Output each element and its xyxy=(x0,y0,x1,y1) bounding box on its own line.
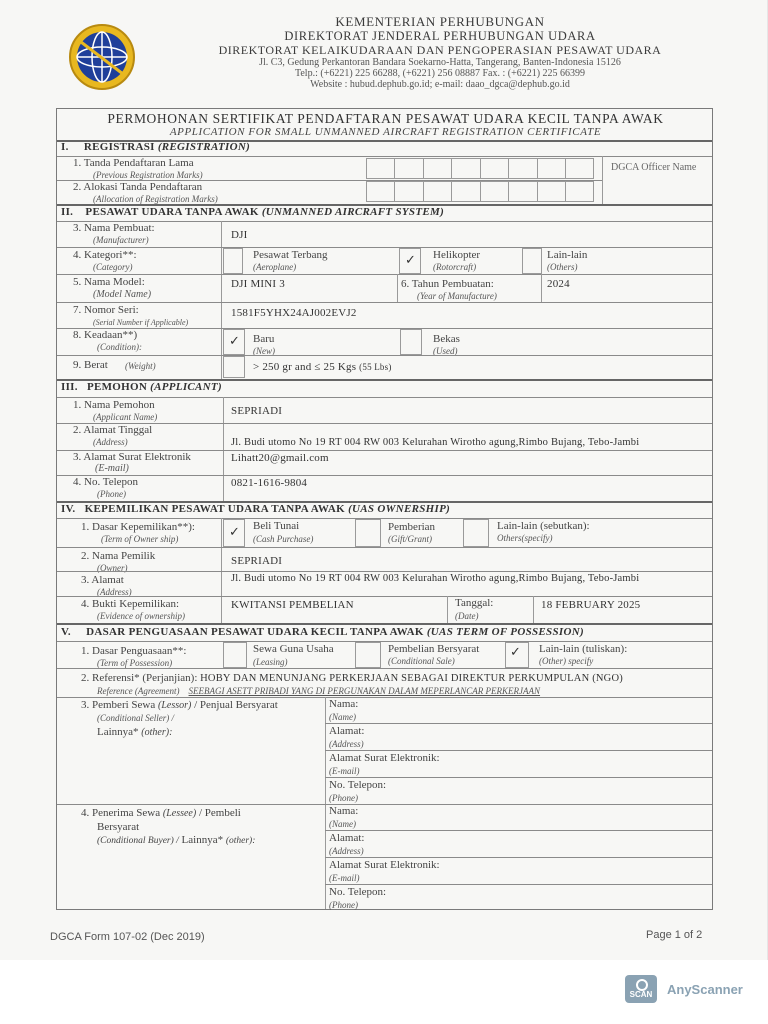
form-code: DGCA Form 107-02 (Dec 2019) xyxy=(50,931,205,943)
previous-reg-label: 1. Tanda Pendaftaran Lama xyxy=(73,157,194,169)
manufacturer-label: 3. Nama Pembuat: xyxy=(73,222,155,234)
applicant-name-sublabel: (Applicant Name) xyxy=(93,412,158,422)
lessee-email-label: Alamat Surat Elektronik: xyxy=(329,859,440,871)
section-5-header: V. DASAR PENGUASAAN PESAWAT UDARA KECIL TANPA AWAK (UAS TERM OF POSSESSION) xyxy=(61,626,584,638)
allocation-reg-label: 2. Alokasi Tanda Pendaftaran xyxy=(73,181,203,193)
manufacture-year-label: 6. Tahun Pembuatan: xyxy=(401,278,494,290)
page-number: Page 1 of 2 xyxy=(646,929,703,941)
serial-number-label: 7. Nomor Seri: xyxy=(73,304,139,316)
ownership-date-sublabel: (Date) xyxy=(455,611,479,621)
possession-conditional-sublabel: (Conditional Sale) xyxy=(388,656,455,666)
dgca-officer-label: DGCA Officer Name xyxy=(611,162,697,173)
allocation-reg-sublabel: (Allocation of Registration Marks) xyxy=(93,194,218,204)
possession-basis-label: 1. Dasar Penguasaan**: xyxy=(81,645,187,657)
ownership-evidence-sublabel: (Evidence of ownership) xyxy=(97,611,185,621)
applicant-name-value[interactable]: SEPRIADI xyxy=(231,405,283,417)
other-checkmark-icon: ✓ xyxy=(510,644,521,659)
category-aeroplane-sublabel: (Aeroplane) xyxy=(253,262,297,272)
owner-name-value[interactable]: SEPRIADI xyxy=(231,555,283,567)
weight-sublabel: (Weight) xyxy=(125,361,156,371)
letterhead xyxy=(180,15,700,90)
possession-conditional-checkbox[interactable] xyxy=(355,642,381,668)
condition-sublabel: (Condition): xyxy=(97,342,142,352)
lessee-label-line-2: Bersyarat xyxy=(97,821,140,833)
lessee-address-label: Alamat: xyxy=(329,832,365,844)
category-heli-sublabel: (Rotorcraft) xyxy=(433,262,477,272)
ministry-logo-icon xyxy=(67,22,137,92)
scanner-app-name: AnyScanner xyxy=(667,982,743,997)
anyscanner-watermark xyxy=(625,975,755,1005)
header-line-2: DIREKTORAT JENDERAL PERHUBUNGAN UDARA xyxy=(284,29,596,43)
serial-number-value[interactable]: 1581F5YHX24AJ002EVJ2 xyxy=(231,307,357,319)
new-checkmark-icon: ✓ xyxy=(229,333,240,348)
possession-lease-checkbox[interactable] xyxy=(223,642,247,668)
lessee-label: 4. Penerima Sewa (Lessee) / Pembeli xyxy=(81,807,241,819)
weight-value[interactable]: > 250 gr and ≤ 25 Kgs (55 Lbs) xyxy=(253,361,392,373)
model-name-sublabel: (Model Name) xyxy=(93,289,152,300)
possession-basis-sublabel: (Term of Possession) xyxy=(97,658,173,668)
lessor-sublabel: (Conditional Seller) / xyxy=(97,713,174,723)
ownership-evidence-label: 4. Bukti Kepemilikan: xyxy=(81,598,180,610)
weight-checkbox[interactable] xyxy=(223,356,245,378)
lessor-label: 3. Pemberi Sewa (Lessor) / Penjual Bersyarat xyxy=(81,699,278,711)
scanner-app-icon: SCAN xyxy=(625,975,657,1003)
owner-name-sublabel: (Owner) xyxy=(97,563,128,573)
ownership-basis-sublabel: (Term of Owner ship) xyxy=(101,534,179,544)
reference-label: 2. Referensi* (Perjanjian): HOBY DAN MENUNJANG PERKERJAAN SEBAGAI DIREKTUR PERKUMPULAN (NGO) xyxy=(81,672,623,684)
applicant-phone-sublabel: (Phone) xyxy=(97,489,126,499)
section-1-header: I. REGISTRASI (REGISTRATION) xyxy=(61,141,251,153)
ownership-other-checkbox[interactable] xyxy=(463,519,489,547)
applicant-phone-label: 4. No. Telepon xyxy=(73,476,139,488)
weight-label: 9. Berat xyxy=(73,359,108,371)
previous-reg-sublabel: (Previous Registration Marks) xyxy=(93,170,203,180)
lessor-name-sublabel: (Name) xyxy=(329,712,356,722)
ownership-date-value[interactable]: 18 FEBRUARY 2025 xyxy=(541,599,641,611)
applicant-name-label: 1. Nama Pemohon xyxy=(73,399,155,411)
applicant-address-sublabel: (Address) xyxy=(93,437,128,447)
header-line-1: KEMENTERIAN PERHUBUNGAN xyxy=(335,14,545,29)
applicant-email-label: 3. Alamat Surat Elektronik xyxy=(73,451,191,463)
possession-lease-label: Sewa Guna Usaha xyxy=(253,643,334,655)
model-name-label: 5. Nama Model: xyxy=(73,276,145,288)
condition-used-checkbox[interactable] xyxy=(400,329,422,355)
category-sublabel: (Category) xyxy=(93,262,133,272)
form-title: PERMOHONAN SERTIFIKAT PENDAFTARAN PESAWAT UDARA KECIL TANPA AWAK xyxy=(107,111,664,126)
ownership-cash-sublabel: (Cash Purchase) xyxy=(253,534,314,544)
category-aeroplane-label: Pesawat Terbang xyxy=(253,249,328,261)
lessee-sublabel: (Conditional Buyer) / Lainnya* (other): xyxy=(97,834,256,846)
category-heli-label: Helikopter xyxy=(433,249,481,261)
serial-number-sublabel: (Serial Number if Applicable) xyxy=(93,318,189,327)
lessor-phone-sublabel: (Phone) xyxy=(329,793,358,803)
possession-other-sublabel: (Other) specify xyxy=(539,656,594,666)
possession-lease-sublabel: (Leasing) xyxy=(253,657,288,667)
header-line-3: DIREKTORAT KELAIKUDARAAN DAN PENGOPERASIAN PESAWAT UDARA xyxy=(218,43,662,57)
lessor-address-sublabel: (Address) xyxy=(329,739,364,749)
lessor-address-label: Alamat: xyxy=(329,725,365,737)
owner-address-sublabel: (Address) xyxy=(97,587,132,597)
section-3-header: III. PEMOHON (APPLICANT) xyxy=(61,381,222,393)
applicant-email-sublabel: (E-mail) xyxy=(95,463,129,474)
lessee-name-label: Nama: xyxy=(329,805,359,817)
category-label: 4. Kategori**: xyxy=(73,249,137,261)
lessee-email-sublabel: (E-mail) xyxy=(329,873,360,883)
form-subtitle: APPLICATION FOR SMALL UNMANNED AIRCRAFT REGISTRATION CERTIFICATE xyxy=(169,126,602,138)
ownership-cash-label: Beli Tunai xyxy=(253,520,300,532)
applicant-email-value[interactable]: Lihatt20@gmail.com xyxy=(231,452,329,464)
lessor-phone-label: No. Telepon: xyxy=(329,779,387,791)
registration-form xyxy=(56,108,713,910)
ownership-gift-sublabel: (Gift/Grant) xyxy=(388,534,432,544)
ownership-gift-checkbox[interactable] xyxy=(355,519,381,547)
owner-address-label: 3. Alamat xyxy=(81,574,124,586)
category-other-sublabel: (Others) xyxy=(547,262,578,272)
condition-new-sublabel: (New) xyxy=(253,346,275,356)
lessor-other-label: Lainnya* (other): xyxy=(97,726,173,738)
lessee-phone-sublabel: (Phone) xyxy=(329,900,358,910)
condition-used-sublabel: (Used) xyxy=(433,346,458,356)
manufacturer-sublabel: (Manufacturer) xyxy=(93,235,149,245)
reference-value[interactable]: HOBY DAN MENUNJANG PERKERJAAN SEBAGAI DIREKTUR PERKUMPULAN (NGO) xyxy=(200,673,623,684)
lessee-address-sublabel: (Address) xyxy=(329,846,364,856)
lessor-email-sublabel: (E-mail) xyxy=(329,766,360,776)
heli-checkmark-icon: ✓ xyxy=(405,252,416,267)
manufacture-year-value[interactable]: 2024 xyxy=(547,278,570,290)
reference-sublabel: Reference (Agreement) SEEBAGI ASETT PRIBADI YANG DI PERGUNAKAN DALAM MEPERLANCAR PERKERJAAN xyxy=(97,686,541,696)
ownership-date-label: Tanggal: xyxy=(455,597,494,609)
lessor-email-label: Alamat Surat Elektronik: xyxy=(329,752,440,764)
ownership-evidence-value[interactable]: KWITANSI PEMBELIAN xyxy=(231,599,354,611)
owner-name-label: 2. Nama Pemilik xyxy=(81,550,156,562)
category-other-label: Lain-lain xyxy=(547,249,588,261)
owner-address-value[interactable]: Jl. Budi utomo No 19 RT 004 RW 003 Kelurahan Wirotho agung,Rimbo Bujang, Tebo-Jambi xyxy=(231,573,640,584)
lessee-name-sublabel: (Name) xyxy=(329,819,356,829)
category-aeroplane-checkbox[interactable] xyxy=(223,248,243,274)
manufacturer-value[interactable]: DJI xyxy=(231,229,248,241)
model-name-value[interactable]: DJI MINI 3 xyxy=(231,278,285,290)
applicant-phone-value[interactable]: 0821-1616-9804 xyxy=(231,477,308,489)
header-phone: Telp.: (+6221) 225 66288, (+6221) 256 08887 Fax. : (+6221) 225 66399 xyxy=(294,68,586,79)
condition-label: 8. Keadaan**) xyxy=(73,329,138,341)
condition-used-label: Bekas xyxy=(433,333,460,345)
condition-new-label: Baru xyxy=(253,333,275,345)
ownership-other-sublabel: Others(specify) xyxy=(497,533,553,543)
section-2-header: II. PESAWAT UDARA TANPA AWAK (UNMANNED AIRCRAFT SYSTEM) xyxy=(61,206,445,218)
applicant-address-value[interactable]: Jl. Budi utomo No 19 RT 004 RW 003 Kelurahan Wirotho agung,Rimbo Bujang, Tebo-Jambi xyxy=(231,437,640,448)
lessee-phone-label: No. Telepon: xyxy=(329,886,387,898)
header-address: Jl. C3, Gedung Perkantoran Bandara Soekarno-Hatta, Tangerang, Banten-Indonesia 15126 xyxy=(259,57,621,68)
ownership-gift-label: Pemberian xyxy=(388,521,436,533)
possession-other-label: Lain-lain (tuliskan): xyxy=(539,643,628,655)
applicant-address-label: 2. Alamat Tinggal xyxy=(73,424,153,436)
ownership-other-label: Lain-lain (sebutkan): xyxy=(497,520,590,532)
lessor-name-label: Nama: xyxy=(329,698,359,710)
possession-conditional-label: Pembelian Bersyarat xyxy=(388,643,480,655)
manufacture-year-sublabel: (Year of Manufacture) xyxy=(417,291,497,301)
cash-checkmark-icon: ✓ xyxy=(229,524,240,539)
header-website: Website : hubud.dephub.go.id; e-mail: daao_dgca@dephub.go.id xyxy=(310,79,570,90)
ownership-basis-label: 1. Dasar Kepemilikan**): xyxy=(81,521,195,533)
section-4-header: IV. KEPEMILIKAN PESAWAT UDARA TANPA AWAK (UAS OWNERSHIP) xyxy=(61,503,451,515)
reference-value-line-2[interactable]: SEEBAGI ASETT PRIBADI YANG DI PERGUNAKAN DALAM MEPERLANCAR PERKERJAAN xyxy=(188,686,541,696)
category-other-checkbox[interactable] xyxy=(522,248,542,274)
